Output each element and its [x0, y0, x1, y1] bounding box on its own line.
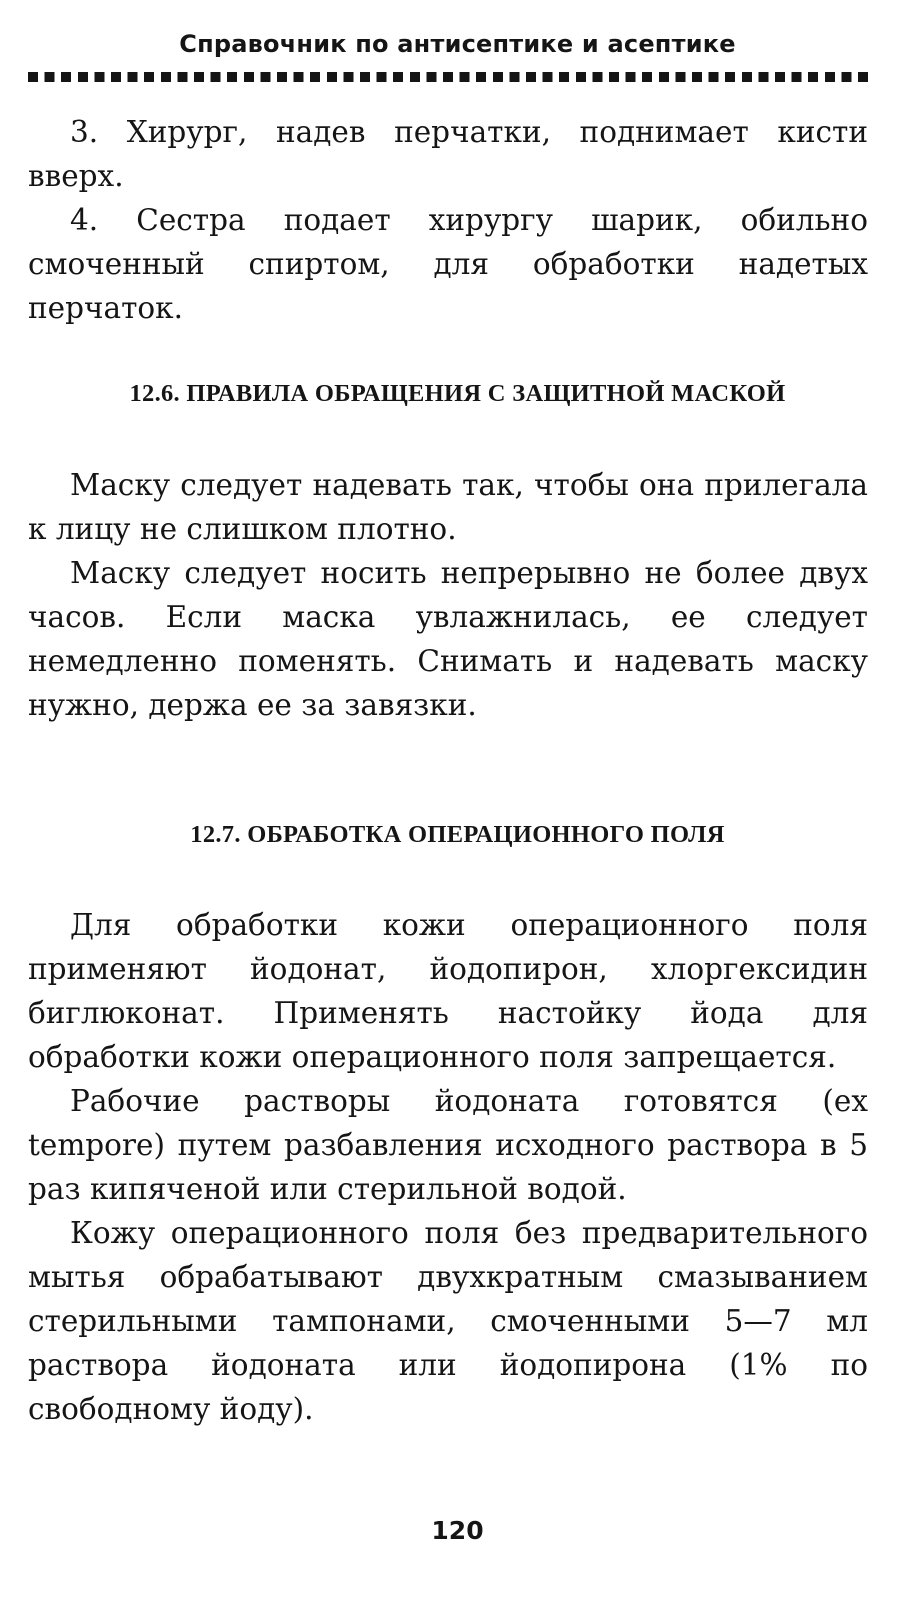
paragraph: Для обработки кожи операционного поля применяют йодонат, йодопирон, хлоргексидин биглюконат. Применять настойку йода для обработки кожи операционного поля запрещается.	[28, 908, 868, 1074]
section-title-mask: 12.6. ПРАВИЛА ОБРАЩЕНИЯ С ЗАЩИТНОЙ МАСКОЙ	[129, 380, 786, 407]
dotted-rule-divider	[28, 72, 873, 82]
paragraph: 3. Хирург, надев перчатки, поднимает кисти вверх.	[28, 115, 868, 193]
paragraph: 4. Сестра подает хирургу шарик, обильно смоченный спиртом, для обработки надетых перчаток.	[28, 203, 868, 325]
section-field-text	[28, 903, 868, 1431]
page-number: 120	[431, 1516, 484, 1545]
paragraph: Маску следует носить непрерывно не более двух часов. Если маска увлажнилась, ее следует немедленно поменять. Снимать и надевать маску нужно, держа ее за завязки.	[28, 556, 868, 722]
paragraph: Рабочие растворы йодоната готовятся (ex tempore) путем разбавления исходного раствора в 5 раз кипяченой или стерильной водой.	[28, 1084, 868, 1206]
running-head: Справочник по антисептике и асептике	[179, 30, 736, 58]
section-title-operative-field: 12.7. ОБРАБОТКА ОПЕРАЦИОННОГО ПОЛЯ	[190, 821, 725, 848]
paragraph: Маску следует надевать так, чтобы она прилегала к лицу не слишком плотно.	[28, 468, 868, 546]
intro-text	[28, 110, 868, 330]
section-mask-text	[28, 463, 868, 727]
paragraph: Кожу операционного поля без предварительного мытья обрабатывают двухкратным смазыванием стерильными тампонами, смоченными 5—7 мл раствора йодоната или йодопирона (1% по свободному йоду).	[28, 1216, 868, 1426]
